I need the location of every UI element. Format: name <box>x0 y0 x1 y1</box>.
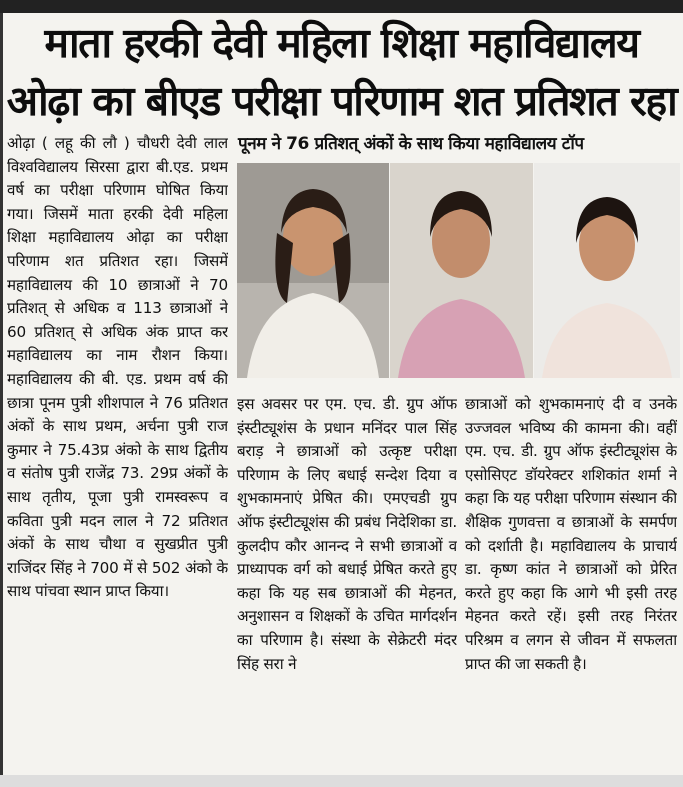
student-photo-1 <box>237 163 389 378</box>
top-strip <box>0 0 683 13</box>
left-border <box>0 13 3 787</box>
student-photo-2 <box>390 163 533 378</box>
headline-line-2: ओढ़ा का बीएड परीक्षा परिणाम शत प्रतिशत रहा <box>6 77 677 125</box>
student-photo-3 <box>534 163 680 378</box>
article-column-1: ओढ़ा ( लहू की लौ ) चौधरी देवी लाल विश्वविद्यालय सिरसा द्वारा बी.एड. प्रथम वर्ष का परीक्षा परिणाम घोषित किया गया। जिसमें माता हरकी देवी महिला शिक्षा महाविद्यालय ओढ़ा का परीक्षा परिणाम शत प्रतिशत रहा। जिसमें महाविद्यालय की 10 छात्राओं ने 70 प्रतिशत् से अधिक व 113 छात्राओं ने 60 प्रतिशत् से अधिक अंक प्राप्त कर महाविद्यालय का नाम रौशन किया। महाविद्यालय की बी. एड. प्रथम वर्ष की छात्रा पूनम पुत्री शीशपाल ने 76 प्रतिशत अंकों के साथ प्रथम, अर्चना पुत्री राज कुमार ने 75.43प्र अंको के साथ द्वितीय व संतोष पुत्री राजेंद्र 73. 29प्र अंकों के साथ तृतीय, पूजा पुत्री रामस्वरूप व कविता पुत्री मदन लाल ने 72 प्रतिशत अंकों के साथ चौथा व सुखप्रीत पुत्री राजिंदर सिंह ने 700 में से 502 अंको के साथ पांचवा स्थान प्राप्त किया। <box>7 134 228 601</box>
article-column-2: इस अवसर पर एम. एच. डी. ग्रुप ऑफ इंस्टीट्यूशंस के प्रधान मनिंदर पाल सिंह बराड़ ने छात्राओं को उत्कृष्ट परीक्षा परिणाम के लिए बधाई सन्देश दिया व शुभकामनाएं प्रेषित की। एमएचडी ग्रुप ऑफ इंस्टीट्यूशंस की प्रबंध निदेशिका डा. कुलदीप कौर आनन्द ने सभी छात्राओं व प्राध्यापक वर्ग को बधाई प्रेषित करते हुए कहा कि यह सब छात्राओं की मेहनत, अनुशासन व शिक्षकों के उचित मार्गदर्शन का परिणाम है। संस्था के सेक्रेटरी मंदर सिंह सरा ने <box>237 395 457 673</box>
bottom-edge <box>0 775 683 787</box>
subheadline: पूनम ने 76 प्रतिशत् अंकों के साथ किया महाविद्यालय टॉप <box>238 134 584 154</box>
headline-line-1: माता हरकी देवी महिला शिक्षा महाविद्यालय <box>44 19 639 67</box>
article-column-3: छात्राओं को शुभकामनाएं दी व उनके उज्जवल भविष्य की कामना की। वहीं एम. एच. डी. ग्रुप ऑफ इंस्टीट्यूशंस के एसोसिएट डॉयरेक्टर शशिकांत शर्मा ने कहा कि यह परीक्षा परिणाम संस्थान की शैक्षिक गुणवत्ता व छात्राओं के समर्पण को दर्शाती है। महाविद्यालय के प्राचार्य डा. कृष्ण कांत ने छात्राओं को प्रेरित करते हुए कहा कि आगे भी इसी तरह मेहनत करते रहें। इसी तरह निरंतर परिश्रम व लगन से जीवन में सफलता प्राप्त की जा सकती है। <box>465 395 677 673</box>
